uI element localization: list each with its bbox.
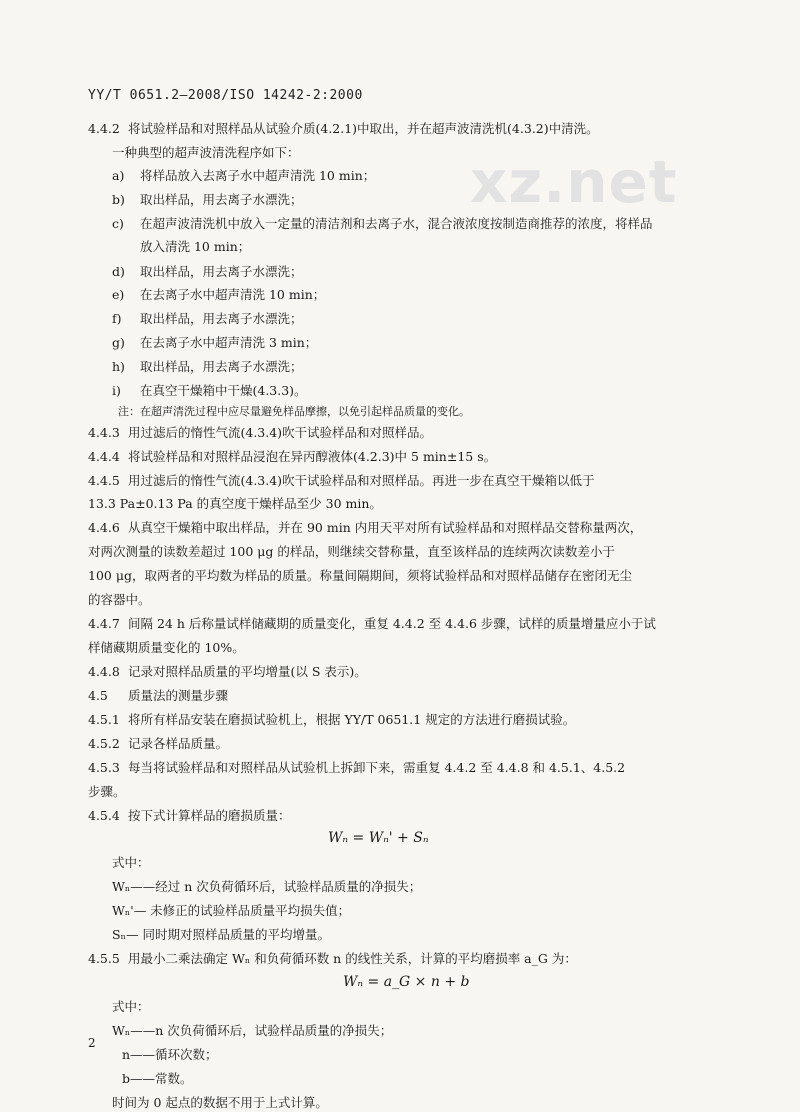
line-text: b——常数。 xyxy=(122,1071,193,1086)
line-4-5-3-cont xyxy=(88,783,126,801)
line-text: 取出样品，用去离子水漂洗； xyxy=(140,359,303,374)
page-number: 2 xyxy=(88,1036,96,1050)
clause-number: 4.4.6 xyxy=(88,520,120,535)
line-text: 用过滤后的惰性气流(4.3.4)吹干试验样品和对照样品。 xyxy=(128,425,433,440)
line-text: 取出样品，用去离子水漂洗； xyxy=(140,264,303,279)
line-4-5-5 xyxy=(88,950,577,968)
section-4-5-heading xyxy=(88,687,228,705)
line-4-4-7 xyxy=(88,615,656,633)
standard-header: YY/T 0651.2—2008/ISO 14242-2:2000 xyxy=(88,88,363,103)
line-text: 用最小二乘法确定 Wₙ 和负荷循环数 n 的线性关系，计算的平均磨损率 a_G 为： xyxy=(128,951,577,966)
line-4-5-1 xyxy=(88,711,575,729)
formula-wear-mass: Wₙ = Wₙ' + Sₙ xyxy=(328,830,429,846)
line-text: 100 μg，取两者的平均数为样品的质量。称量间隔期间，须将试验样品和对照样品储存在密闭无尘 xyxy=(88,568,632,583)
clause-number: 4.5.5 xyxy=(88,951,120,966)
item-marker: c) xyxy=(112,216,124,231)
line-4-4-6-cont1 xyxy=(88,543,615,561)
list-item-a xyxy=(112,167,375,185)
line-text: 将样品放入去离子水中超声清洗 10 min； xyxy=(140,168,376,183)
list-item-b xyxy=(112,191,303,209)
where-label-1 xyxy=(112,854,150,872)
definition-wn-2 xyxy=(112,1022,392,1040)
clause-number: 4.5.2 xyxy=(88,736,120,751)
line-intro xyxy=(112,144,300,162)
line-text: 在超声波清洗机中放入一定量的清洁剂和去离子水，混合液浓度按制造商推荐的浓度，将样品 xyxy=(140,216,653,231)
line-text: 在去离子水中超声清洗 3 min； xyxy=(140,335,318,350)
list-item-f xyxy=(112,310,303,328)
definition-wn xyxy=(112,878,421,896)
clause-number: 4.5.1 xyxy=(88,712,120,727)
line-text: 将试验样品和对照样品浸泡在异丙醇液体(4.2.3)中 5 min±15 s。 xyxy=(128,449,497,464)
list-item-d xyxy=(112,263,303,281)
line-text: 按下式计算样品的磨损质量： xyxy=(128,808,291,823)
line-text: Wₙ'— 未修正的试验样品质量平均损失值； xyxy=(112,903,351,918)
definition-b xyxy=(122,1070,193,1088)
line-text: 从真空干燥箱中取出样品，并在 90 min 内用天平对所有试验样品和对照样品交替称量两次， xyxy=(128,520,643,535)
line-4-5-4 xyxy=(88,807,291,825)
where-label-2 xyxy=(112,998,150,1016)
watermark: xz.net xyxy=(470,148,678,216)
item-marker: a) xyxy=(112,168,125,183)
item-marker: h) xyxy=(112,359,125,374)
line-text: n——循环次数； xyxy=(122,1047,218,1062)
definition-n xyxy=(122,1046,218,1064)
item-marker: f) xyxy=(112,311,122,326)
line-text: Sₙ— 同时期对照样品质量的平均增量。 xyxy=(112,927,330,942)
line-text: 间隔 24 h 后称量试样储藏期的质量变化，重复 4.4.2 至 4.4.6 步骤，试样的质量增量应小于试 xyxy=(128,616,656,631)
line-4-4-5-cont xyxy=(88,495,382,513)
definition-sn xyxy=(112,926,330,944)
line-4-5-3 xyxy=(88,759,625,777)
line-text: 在去离子水中超声清洗 10 min； xyxy=(140,287,326,302)
line-text: Wₙ——n 次负荷循环后，试验样品质量的净损失； xyxy=(112,1023,393,1038)
clause-number: 4.5.4 xyxy=(88,808,120,823)
line-4-4-6-cont3 xyxy=(88,591,151,609)
list-item-c xyxy=(112,215,653,233)
clause-number: 4.4.4 xyxy=(88,449,120,464)
line-4-4-6 xyxy=(88,519,642,537)
line-4-4-6-cont2 xyxy=(88,567,632,585)
clause-number: 4.4.2 xyxy=(88,121,120,136)
list-item-c-cont xyxy=(140,238,250,256)
list-item-i xyxy=(112,382,307,400)
section-title: 质量法的测量步骤 xyxy=(128,688,229,703)
list-item-g xyxy=(112,334,317,352)
definition-wn-prime xyxy=(112,902,350,920)
clause-number: 4.5.3 xyxy=(88,760,120,775)
line-4-5-2 xyxy=(88,735,228,753)
formula-wear-rate: Wₙ = a_G × n + b xyxy=(343,974,470,990)
line-text: 步骤。 xyxy=(88,784,126,799)
line-text: 样储藏期质量变化的 10%。 xyxy=(88,640,245,655)
clause-number: 4.4.5 xyxy=(88,473,120,488)
line-text: Wₙ——经过 n 次负荷循环后，试验样品质量的净损失； xyxy=(112,879,422,894)
line-4-4-3 xyxy=(88,424,432,442)
line-text: 式中： xyxy=(112,999,150,1014)
item-marker: d) xyxy=(112,264,125,279)
line-4-4-7-cont xyxy=(88,639,245,657)
line-text: 记录各样品质量。 xyxy=(128,736,229,751)
line-text: 取出样品，用去离子水漂洗； xyxy=(140,192,303,207)
line-text: 的容器中。 xyxy=(88,592,151,607)
item-marker: i) xyxy=(112,383,121,398)
item-marker: e) xyxy=(112,287,125,302)
clause-number: 4.4.8 xyxy=(88,664,120,679)
line-4-4-2 xyxy=(88,120,599,138)
note xyxy=(118,403,470,421)
line-text: 13.3 Pa±0.13 Pa 的真空度干燥样品至少 30 min。 xyxy=(88,496,382,511)
line-4-4-4 xyxy=(88,448,496,466)
line-text: 记录对照样品质量的平均增量(以 S 表示)。 xyxy=(128,664,367,679)
line-text: 式中： xyxy=(112,855,150,870)
line-text: 对两次测量的读数差超过 100 μg 的样品，则继续交替称量，直至该样品的连续两次读数差小于 xyxy=(88,544,615,559)
line-text: 一种典型的超声波清洗程序如下： xyxy=(112,145,300,160)
item-marker: b) xyxy=(112,192,125,207)
item-marker: g) xyxy=(112,335,125,350)
line-4-4-8 xyxy=(88,663,367,681)
list-item-h xyxy=(112,358,303,376)
final-note xyxy=(112,1094,328,1112)
line-text: 在真空干燥箱中干燥(4.3.3)。 xyxy=(140,383,307,398)
line-text: 将试验样品和对照样品从试验介质(4.2.1)中取出，并在超声波清洗机(4.3.2)中清洗。 xyxy=(128,121,599,136)
clause-number: 4.5 xyxy=(88,688,108,703)
line-text: 用过滤后的惰性气流(4.3.4)吹干试验样品和对照样品。再进一步在真空干燥箱以低于 xyxy=(128,473,595,488)
line-text: 取出样品，用去离子水漂洗； xyxy=(140,311,303,326)
line-text: 将所有样品安装在磨损试验机上，根据 YY/T 0651.1 规定的方法进行磨损试验。 xyxy=(128,712,576,727)
clause-number: 4.4.7 xyxy=(88,616,120,631)
line-text: 放入清洗 10 min； xyxy=(140,239,251,254)
list-item-e xyxy=(112,286,325,304)
line-text: 每当将试验样品和对照样品从试验机上拆卸下来，需重复 4.4.2 至 4.4.8 和 4.5.1、4.5.2 xyxy=(128,760,626,775)
line-text: 时间为 0 起点的数据不用于上式计算。 xyxy=(112,1095,328,1110)
line-4-4-5 xyxy=(88,472,595,490)
note-text: 注：在超声清洗过程中应尽量避免样品摩擦，以免引起样品质量的变化。 xyxy=(118,405,470,418)
clause-number: 4.4.3 xyxy=(88,425,120,440)
